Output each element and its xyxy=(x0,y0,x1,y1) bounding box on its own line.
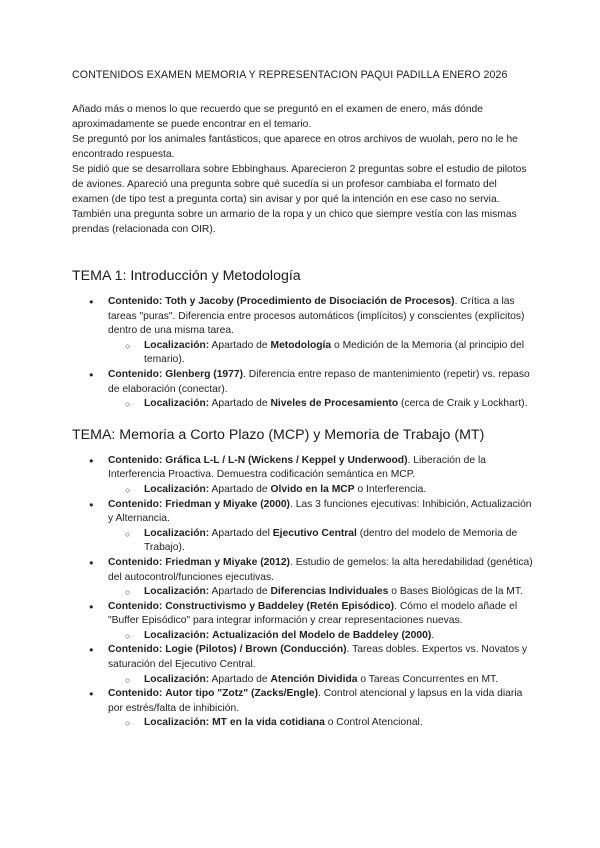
location-list xyxy=(108,397,534,412)
location-prefix: Apartado de xyxy=(209,339,271,351)
location-suffix: (cerca de Craik y Lockhart). xyxy=(398,398,528,410)
location-item xyxy=(108,585,534,600)
location-item xyxy=(108,716,534,731)
location-topic: Ejecutivo Central xyxy=(272,527,357,539)
content-topic: Friedman y Miyake (2012) xyxy=(165,556,290,568)
location-suffix: (dentro del modelo de Memoria de Trabajo). xyxy=(144,527,518,554)
content-description: . Cómo el modelo añade el "Buffer Episódico" para integrar información y crear representaciones nuevas. xyxy=(108,600,518,627)
content-item xyxy=(72,556,534,600)
location-list xyxy=(108,673,534,688)
content-item xyxy=(72,600,534,644)
content-label: Contenido: xyxy=(108,556,163,568)
location-topic: MT en la vida cotidiana xyxy=(212,717,325,729)
location-prefix: Apartado del xyxy=(209,527,273,539)
content-label: Contenido: xyxy=(108,688,163,700)
location-suffix: o Bases Biológicas de la MT. xyxy=(388,586,523,598)
location-topic: Atención Dividida xyxy=(270,673,358,685)
location-item xyxy=(108,527,534,556)
document-title: CONTENIDOS EXAMEN MEMORIA Y REPRESENTACION PAQUI PADILLA ENERO 2026 xyxy=(72,69,508,81)
location-suffix: o Control Atencional. xyxy=(324,717,423,729)
location-topic: Diferencias Individuales xyxy=(270,586,389,598)
location-prefix: Apartado de xyxy=(209,586,271,598)
location-item xyxy=(108,397,534,412)
location-label: Localización: xyxy=(144,527,210,539)
location-item xyxy=(108,339,534,368)
location-list xyxy=(108,585,534,600)
location-topic: Olvido en la MCP xyxy=(270,483,355,495)
location-label: Localización: xyxy=(144,717,210,729)
location-item xyxy=(108,629,534,644)
content-description: . Las 3 funciones ejecutivas: Inhibición, Actualización y Alternancia. xyxy=(108,498,532,525)
location-label: Localización: xyxy=(144,339,210,351)
location-list xyxy=(108,629,534,644)
section-heading: TEMA 1: Introducción y Metodología xyxy=(72,268,301,284)
location-prefix: Apartado de xyxy=(209,673,271,685)
content-item xyxy=(72,498,534,556)
content-topic: Constructivismo y Baddeley (Retén Episódico) xyxy=(165,600,395,612)
content-description: . Estudio de gemelos: la alta heredabilidad (genética) del autocontrol/funciones ejecutivas. xyxy=(108,556,533,583)
content-label: Contenido: xyxy=(108,644,163,656)
location-list xyxy=(108,483,534,498)
intro-block xyxy=(72,102,534,237)
content-list xyxy=(72,295,534,412)
content-item xyxy=(72,643,534,687)
content-description: . Crítica a las tareas "puras". Diferencia entre procesos automáticos (implícitos) y conscientes (explícitos) dentro de una misma tarea. xyxy=(108,296,525,337)
content-description: . Control atencional y lapsus en la vida diaria por estrés/falta de inhibición. xyxy=(108,688,523,714)
content-label: Contenido: xyxy=(108,600,163,612)
location-suffix: . xyxy=(431,629,435,641)
content-list xyxy=(72,454,534,731)
location-label: Localización: xyxy=(144,586,210,598)
location-list xyxy=(108,527,534,556)
location-suffix: o Tareas Concurrentes en MT. xyxy=(357,673,499,685)
content-item xyxy=(72,687,534,731)
location-topic: Metodología xyxy=(270,339,332,351)
content-label: Contenido: xyxy=(108,368,163,380)
document-page xyxy=(72,68,534,731)
content-item xyxy=(72,454,534,498)
location-item xyxy=(108,673,534,688)
location-suffix: o Interferencia. xyxy=(354,483,427,495)
content-topic: Gráfica L-L / L-N (Wickens / Keppel y Underwood) xyxy=(165,454,408,466)
content-description: . Diferencia entre repaso de mantenimiento (repetir) vs. repaso de elaboración (conectar). xyxy=(108,368,530,395)
content-label: Contenido: xyxy=(108,454,163,466)
content-topic: Friedman y Miyake (2000) xyxy=(165,498,290,510)
content-label: Contenido: xyxy=(108,296,163,307)
intro-paragraph: Se preguntó por los animales fantásticos, que aparece en otros archivos de wuolah, pero no le he encontrado respuesta. xyxy=(72,134,518,160)
location-topic: Actualización del Modelo de Baddeley (2000) xyxy=(212,629,432,641)
location-label: Localización: xyxy=(144,398,210,410)
location-list xyxy=(108,339,534,368)
content-topic: Logie (Pilotos) / Brown (Conducción) xyxy=(165,644,347,656)
content-description: . Liberación de la Interferencia Proactiva. Demuestra codificación semántica en MCP. xyxy=(108,454,486,481)
content-topic: Glenberg (1977) xyxy=(165,368,244,380)
section-heading: TEMA: Memoria a Corto Plazo (MCP) y Memoria de Trabajo (MT) xyxy=(72,426,485,443)
location-suffix: o Medición de la Memoria (al principio del temario). xyxy=(144,339,525,366)
location-item xyxy=(108,483,534,498)
location-label: Localización: xyxy=(144,673,210,685)
location-prefix: Apartado de xyxy=(209,398,271,410)
location-prefix: Apartado de xyxy=(209,483,271,495)
content-item xyxy=(72,368,534,412)
content-item xyxy=(72,295,534,368)
content-label: Contenido: xyxy=(108,498,163,510)
location-label: Localización: xyxy=(144,483,210,495)
content-topic: Toth y Jacoby (Procedimiento de Disociación de Procesos) xyxy=(165,296,455,307)
intro-paragraph: Añado más o menos lo que recuerdo que se preguntó en el examen de enero, más dónde aproximadamente se puede encontrar en el temario. xyxy=(72,104,484,130)
content-topic: Autor tipo "Zotz" (Zacks/Engle) xyxy=(165,688,318,700)
content-description: . Tareas dobles. Expertos vs. Novatos y saturación del Ejecutivo Central. xyxy=(108,644,528,671)
location-topic: Niveles de Procesamiento xyxy=(270,398,399,410)
location-list xyxy=(108,716,534,731)
location-label: Localización: xyxy=(144,629,210,641)
intro-paragraph: Se pidió que se desarrollara sobre Ebbinghaus. Aparecieron 2 preguntas sobre el estudio de pilotos de aviones. Apareció una pregunta sobre qué sucedía si un profesor cambiaba el formato del examen (de tipo test a pregunta corta) sin avisar y por qué la intención en ese caso no servia. También una pregunta sobre un armario de la ropa y un chico que siempre vestía con las mismas prendas (relacionada con OIR). xyxy=(72,164,527,235)
